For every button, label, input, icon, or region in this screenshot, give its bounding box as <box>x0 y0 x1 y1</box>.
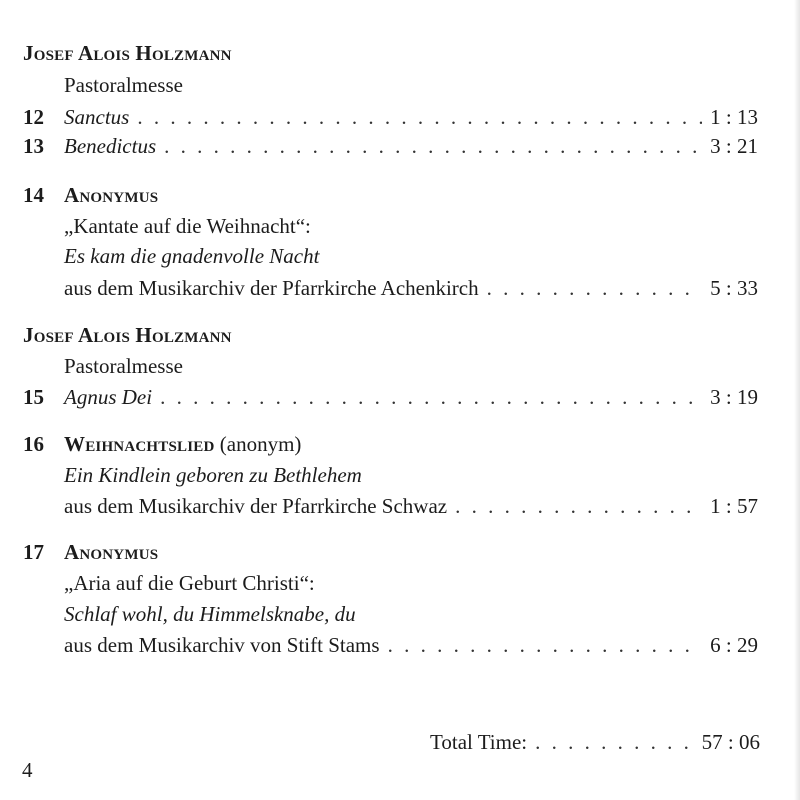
section-holzmann-1 <box>0 38 800 68</box>
source-text: aus dem Musikarchiv der Pfarrkirche Schwaz <box>64 494 448 518</box>
work-title: Pastoralmesse <box>64 73 183 97</box>
total-time-value: 57 : 06 <box>701 730 760 754</box>
track-row <box>0 382 800 412</box>
composer-name: Anonymus <box>64 540 159 564</box>
work-title: Pastoralmesse <box>64 354 183 378</box>
track-row <box>0 537 800 567</box>
work-title: „Kantate auf die Weihnacht“: <box>64 214 311 238</box>
track-title: Benedictus <box>64 134 157 158</box>
dot-leader <box>535 727 694 757</box>
page-edge-shadow <box>794 0 800 800</box>
dot-leader <box>164 131 702 161</box>
composer-name: Anonymus <box>64 183 159 207</box>
incipit: Schlaf wohl, du Himmelsknabe, du <box>64 602 356 626</box>
dot-leader <box>487 273 703 303</box>
track-number: 15 <box>23 385 44 409</box>
track-time: 5 : 33 <box>710 276 758 300</box>
total-time-row <box>0 727 800 757</box>
track-time: 3 : 21 <box>710 134 758 158</box>
track-time: 1 : 13 <box>710 105 758 129</box>
track-number: 12 <box>23 105 44 129</box>
track-row <box>0 180 800 210</box>
dot-leader <box>160 382 702 412</box>
composer-name: Josef Alois Holzmann <box>23 323 232 347</box>
track-number: 13 <box>23 134 44 158</box>
track-number: 17 <box>23 540 44 564</box>
page-number: 4 <box>22 758 33 782</box>
source-text: aus dem Musikarchiv von Stift Stams <box>64 633 380 657</box>
track-row <box>0 429 800 459</box>
total-time-label: Total Time: <box>430 730 528 754</box>
incipit: Ein Kindlein geboren zu Bethlehem <box>64 463 362 487</box>
track-row <box>0 102 800 132</box>
track-time: 6 : 29 <box>710 633 758 657</box>
composer-note: (anonym) <box>219 432 302 456</box>
composer-name: Weihnachtslied <box>64 432 215 456</box>
track-time: 1 : 57 <box>710 494 758 518</box>
track-number: 16 <box>23 432 44 456</box>
composer-name: Josef Alois Holzmann <box>23 41 232 65</box>
dot-leader <box>388 630 703 660</box>
track-number: 14 <box>23 183 44 207</box>
section-holzmann-2 <box>0 320 800 350</box>
incipit: Es kam die gnadenvolle Nacht <box>64 244 320 268</box>
work-title: „Aria auf die Geburt Christi“: <box>64 571 315 595</box>
track-time: 3 : 19 <box>710 385 758 409</box>
track-row <box>0 131 800 161</box>
source-text: aus dem Musikarchiv der Pfarrkirche Achenkirch <box>64 276 479 300</box>
dot-leader <box>137 102 702 132</box>
track-title: Agnus Dei <box>64 385 153 409</box>
dot-leader <box>455 491 702 521</box>
track-title: Sanctus <box>64 105 130 129</box>
